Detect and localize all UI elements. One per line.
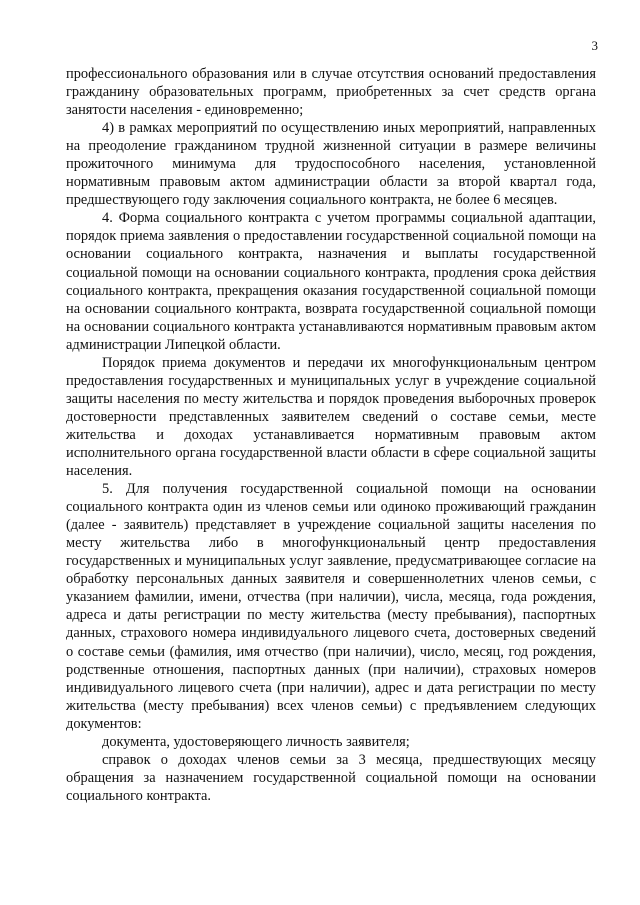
paragraph-document-procedure: Порядок приема документов и передачи их многофункциональным центром предоставления государственных и муниципальных услуг в учреждение социальной защиты населения по месту жительства и порядок проведения выборочных проверок достоверности представленных заявителем сведений о составе семьи, месте жительства и доходах устанавливается нормативным правовым актом исполнительного органа государственной власти области в сфере социальной защиты населения. (66, 354, 596, 480)
paragraph-section-4-contract-form: 4. Форма социального контракта с учетом программы социальной адаптации, порядок приема заявления о предоставлении государственной социальной помощи на основании социального контракта, назначения и выплаты государственной социальной помощи на основании социального контракта, продления срока действия социального контракта, прекращения оказания государственной социальной помощи на основании социального контракта, возврата государственной социальной помощи на основании социального контракта устанавливаются нормативным правовым актом администрации Липецкой области. (66, 210, 596, 353)
paragraph-identity-document: документа, удостоверяющего личность заявителя; (102, 733, 410, 750)
paragraph-item-4-other-measures: 4) в рамках мероприятий по осуществлению иных мероприятий, направленных на преодоление гражданином трудной жизненной ситуации в размере величины прожиточного минимума для трудоспособного населения, установленной нормативным правовым актом администрации области за второй квартал года, предшествующего году заключения социального контракта, не более 6 месяцев. (66, 120, 596, 209)
paragraph-section-5-application: 5. Для получения государственной социальной помощи на основании социального контракта один из членов семьи или одиноко проживающий гражданин (далее - заявитель) представляет в учреждение социальной защиты населения по месту жительства либо в многофункциональный центр предоставления государственных и муниципальных услуг заявление, предусматривающее согласие на обработку персональных данных заявителя и совершеннолетних членов семьи, с указанием фамилии, имени, отчества (при наличии), числа, месяца, года рождения, адреса и даты регистрации по месту жительства (месту пребывания), паспортных данных, страхового номера индивидуального лицевого счета, достоверных сведений о составе семьи (фамилия, имя отчество (при наличии), число, месяц, год рождения, родственные отношения, паспортных данных (при наличии), страховых номеров индивидуального лицевого счета (при наличии), адрес и дата регистрации по месту жительства (месту пребывания) всех членов семьи) с предъявлением следующих документов: (66, 481, 596, 732)
paragraph-continuation: профессионального образования или в случае отсутствия оснований предоставления гражданину образовательных программ, приобретенных за счет средств органа занятости населения - единовременно; (66, 66, 596, 119)
document-body (66, 65, 596, 805)
page-number: 3 (591, 38, 598, 53)
paragraph-income-certificates: справок о доходах членов семьи за 3 месяца, предшествующих месяцу обращения за назначением государственной социальной помощи на основании социального контракта. (66, 751, 596, 804)
